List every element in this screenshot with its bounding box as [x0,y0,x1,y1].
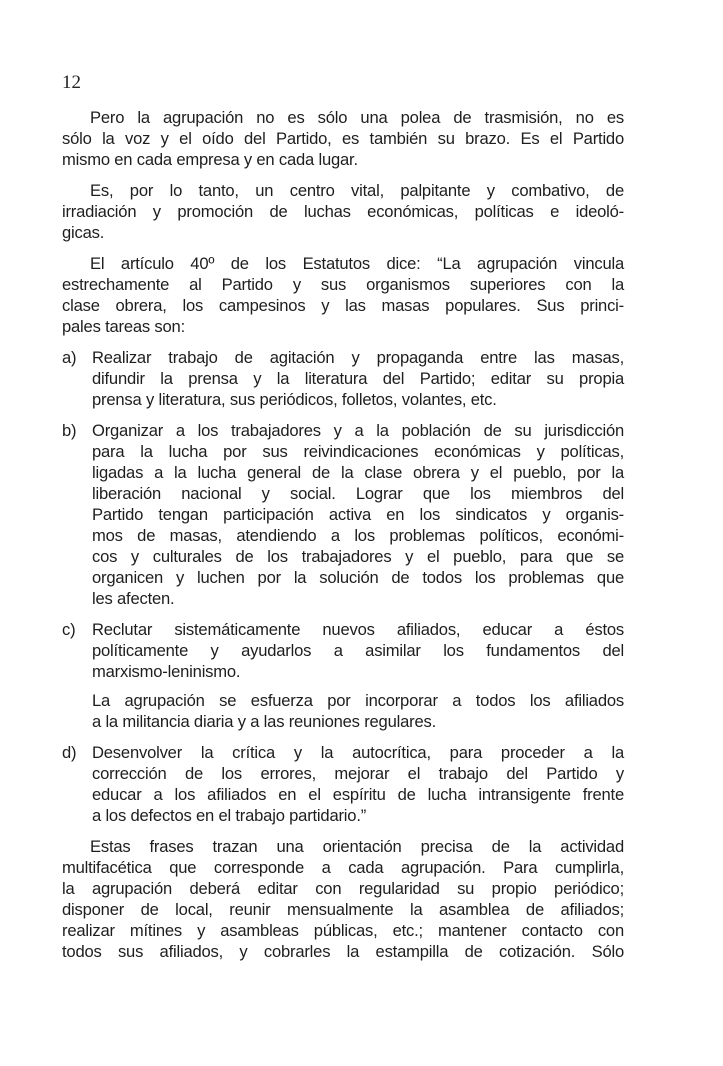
text-line: sólo la voz y el oído del Partido, es también su brazo. Es el Partido [62,129,624,148]
list-item [62,619,624,682]
text-line: les afecten. [92,589,175,608]
text-line: pales tareas son: [62,317,185,336]
list-item [62,420,624,609]
text-line: difundir la prensa y la literatura del Partido; editar su propia [92,369,624,388]
paragraph [62,180,624,243]
text-line: a los defectos en el trabajo partidario.” [92,806,367,825]
list-item [62,742,624,826]
text-line: la agrupación deberá editar con regularidad su propio periódico; [62,879,624,898]
text-line: todos sus afiliados, y cobrarles la estampilla de cotización. Sólo [62,942,624,961]
text-line: El artículo 40º de los Estatutos dice: “La agrupación vincula [90,254,624,273]
list-marker: c) [62,620,76,639]
text-line: clase obrera, los campesinos y las masas populares. Sus princi- [62,296,624,315]
text-line: prensa y literatura, sus periódicos, folletos, volantes, etc. [92,390,497,409]
text-line: estrechamente al Partido y sus organismos superiores con la [62,275,624,294]
paragraph [62,107,624,170]
text-line: Es, por lo tanto, un centro vital, palpitante y combativo, de [90,181,624,200]
text-line: La agrupación se esfuerza por incorporar a todos los afiliados [92,691,624,710]
text-line: Partido tengan participación activa en los sindicatos y organis- [92,505,624,524]
text-line: Organizar a los trabajadores y a la población de su jurisdicción [92,421,624,440]
text-line: Reclutar sistemáticamente nuevos afiliados, educar a éstos [92,620,624,639]
text-line: a la militancia diaria y a las reuniones regulares. [92,712,436,731]
list-marker: a) [62,348,77,367]
text-line: mos de masas, atendiendo a los problemas políticos, económi- [92,526,624,545]
text-line: multifacética que corresponde a cada agrupación. Para cumplirla, [62,858,624,877]
text-line: ligadas a la lucha general de la clase obrera y el pueblo, por la [92,463,624,482]
text-line: Desenvolver la crítica y la autocrítica, para proceder a la [92,743,624,762]
text-line: gicas. [62,223,105,242]
text-line: marxismo-leninismo. [92,662,241,681]
text-line: para la lucha por sus reivindicaciones económicas y políticas, [92,442,624,461]
paragraph [62,836,624,962]
text-line: políticamente y ayudarlos a asimilar los fundamentos del [92,641,624,660]
text-line: disponer de local, reunir mensualmente la asamblea de afiliados; [62,900,624,919]
text-line: Realizar trabajo de agitación y propaganda entre las masas, [92,348,624,367]
text-line: liberación nacional y social. Lograr que los miembros del [92,484,624,503]
text-line: organicen y luchen por la solución de todos los problemas que [92,568,624,587]
list-item-continuation [62,690,624,732]
text-line: corrección de los errores, mejorar el trabajo del Partido y [92,764,624,783]
text-line: mismo en cada empresa y en cada lugar. [62,150,358,169]
text-line: Pero la agrupación no es sólo una polea de trasmisión, no es [90,108,624,127]
list-marker: b) [62,421,77,440]
text-line: Estas frases trazan una orientación precisa de la actividad [90,837,624,856]
page-number: 12 [62,72,81,93]
list-marker: d) [62,743,77,762]
text-line: educar a los afiliados en el espíritu de lucha intransigente frente [92,785,624,804]
paragraph [62,253,624,337]
text-line: irradiación y promoción de luchas económicas, políticas e ideoló- [62,202,624,221]
text-line: cos y culturales de los trabajadores y el pueblo, para que se [92,547,624,566]
page-body [62,107,624,972]
list-item [62,347,624,410]
text-line: realizar mítines y asambleas públicas, etc.; mantener contacto con [62,921,624,940]
